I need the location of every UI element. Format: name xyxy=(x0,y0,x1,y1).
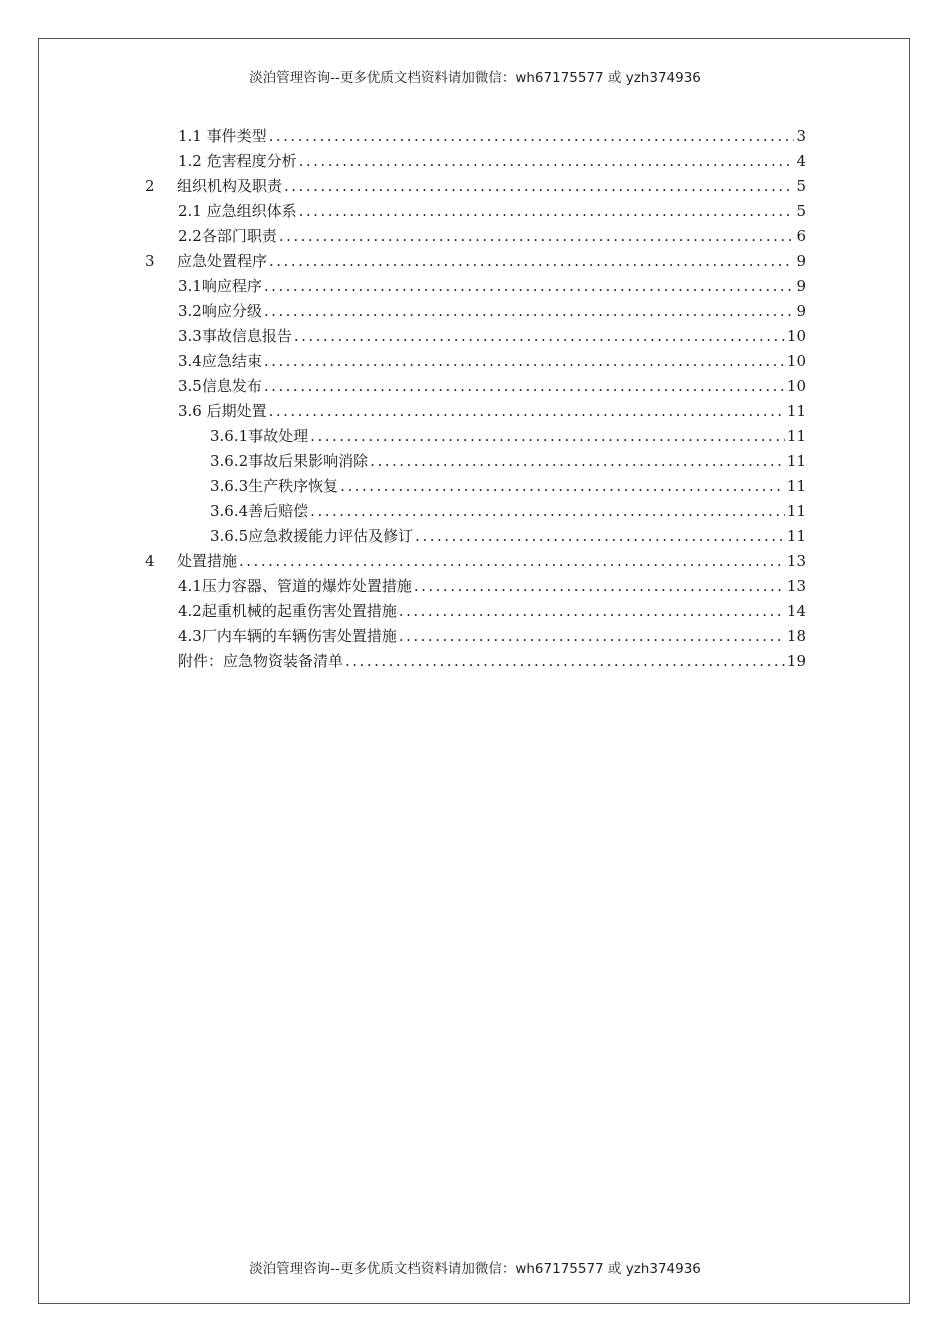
page-footer: 淡泊管理咨询--更多优质文档资料请加微信：wh67175577 或 yzh374936 xyxy=(249,1261,701,1277)
toc-entry-page: 6 xyxy=(796,227,806,245)
toc-dot-leader xyxy=(269,249,794,274)
toc-entry-title: 3.6.2事故后果影响消除 xyxy=(210,452,369,470)
toc-entry-page: 10 xyxy=(786,377,806,395)
toc-entry-number: 2 xyxy=(145,177,155,195)
toc-entry-title: 2.2各部门职责 xyxy=(178,227,277,245)
toc-dot-leader xyxy=(299,149,795,174)
toc-entry-title: 3.2响应分级 xyxy=(178,302,262,320)
toc-entry-page: 11 xyxy=(786,502,806,520)
toc-entry[interactable] xyxy=(210,449,806,474)
toc-entry-page: 10 xyxy=(786,327,806,345)
toc-entry-page: 9 xyxy=(796,302,806,320)
toc-entry[interactable] xyxy=(178,374,806,399)
toc-dot-leader xyxy=(269,399,785,424)
toc-entry-title: 应急处置程序 xyxy=(177,252,268,270)
toc-entry-title: 附件：应急物资装备清单 xyxy=(178,652,344,670)
toc-entry[interactable] xyxy=(178,199,806,224)
toc-entry-number: 4 xyxy=(145,552,155,570)
toc-entry-page: 11 xyxy=(786,402,806,420)
toc-entry[interactable] xyxy=(178,649,806,674)
toc-entry[interactable] xyxy=(145,249,806,274)
toc-entry-page: 13 xyxy=(786,577,806,595)
toc-entry-page: 11 xyxy=(786,527,806,545)
toc-entry-title: 4.2起重机械的起重伤害处置措施 xyxy=(178,602,397,620)
toc-entry-page: 19 xyxy=(786,652,806,670)
toc-entry-page: 14 xyxy=(786,602,806,620)
toc-entry-page: 5 xyxy=(796,177,806,195)
toc-entry-title: 处置措施 xyxy=(177,552,238,570)
toc-entry-title: 4.3厂内车辆的车辆伤害处置措施 xyxy=(178,627,397,645)
toc-entry[interactable] xyxy=(178,399,806,424)
toc-dot-leader xyxy=(264,374,785,399)
toc-entry-title: 3.5信息发布 xyxy=(178,377,262,395)
toc-dot-leader xyxy=(269,124,795,149)
toc-entry-page: 11 xyxy=(786,452,806,470)
toc-entry[interactable] xyxy=(145,549,806,574)
toc-dot-leader xyxy=(340,474,785,499)
toc-entry[interactable] xyxy=(178,299,806,324)
toc-dot-leader xyxy=(239,549,785,574)
toc-entry-page: 5 xyxy=(796,202,806,220)
toc-entry-title: 组织机构及职责 xyxy=(177,177,283,195)
toc-entry-page: 10 xyxy=(786,352,806,370)
toc-entry-number: 3 xyxy=(145,252,155,270)
toc-entry-title: 3.6.5应急救援能力评估及修订 xyxy=(210,527,414,545)
toc-entry[interactable] xyxy=(178,599,806,624)
toc-entry-title: 3.1响应程序 xyxy=(178,277,262,295)
toc-entry-page: 9 xyxy=(796,277,806,295)
toc-entry-title: 3.6.4善后赔偿 xyxy=(210,502,309,520)
toc-dot-leader xyxy=(345,649,785,674)
toc-entry[interactable] xyxy=(178,149,806,174)
toc-entry-title: 3.6.1事故处理 xyxy=(210,427,309,445)
toc-dot-leader xyxy=(370,449,785,474)
toc-dot-leader xyxy=(264,299,795,324)
toc-entry-title: 3.4应急结束 xyxy=(178,352,262,370)
toc-dot-leader xyxy=(310,424,785,449)
toc-dot-leader xyxy=(399,624,785,649)
toc-entry[interactable] xyxy=(210,499,806,524)
toc-entry-title: 3.3事故信息报告 xyxy=(178,327,292,345)
toc-entry[interactable] xyxy=(210,424,806,449)
toc-entry-page: 11 xyxy=(786,477,806,495)
toc-entry-page: 13 xyxy=(786,552,806,570)
toc-entry[interactable] xyxy=(178,349,806,374)
toc-entry[interactable] xyxy=(178,224,806,249)
toc-entry-title: 2.1 应急组织体系 xyxy=(178,202,297,220)
toc-entry-title: 3.6 后期处置 xyxy=(178,402,267,420)
toc-dot-leader xyxy=(310,499,785,524)
toc-entry-page: 4 xyxy=(796,152,806,170)
toc-entry[interactable] xyxy=(178,324,806,349)
toc-dot-leader xyxy=(414,574,785,599)
toc-entry-page: 9 xyxy=(796,252,806,270)
toc-entry-page: 11 xyxy=(786,427,806,445)
toc-entry-title: 1.2 危害程度分析 xyxy=(178,152,297,170)
toc-entry[interactable] xyxy=(145,174,806,199)
toc-entry[interactable] xyxy=(178,624,806,649)
toc-entry[interactable] xyxy=(178,124,806,149)
toc-entry-title: 3.6.3生产秩序恢复 xyxy=(210,477,339,495)
toc-dot-leader xyxy=(264,274,795,299)
toc-dot-leader xyxy=(284,174,794,199)
toc-entry[interactable] xyxy=(210,524,806,549)
toc-dot-leader xyxy=(279,224,795,249)
toc-entry[interactable] xyxy=(210,474,806,499)
toc-dot-leader xyxy=(399,599,785,624)
toc-entry-title: 4.1压力容器、管道的爆炸处置措施 xyxy=(178,577,412,595)
toc-entry-page: 3 xyxy=(796,127,806,145)
toc-entry-title: 1.1 事件类型 xyxy=(178,127,267,145)
toc-dot-leader xyxy=(299,199,795,224)
page-header: 淡泊管理咨询--更多优质文档资料请加微信：wh67175577 或 yzh374936 xyxy=(249,70,701,86)
toc-entry[interactable] xyxy=(178,574,806,599)
toc-dot-leader xyxy=(415,524,785,549)
toc-dot-leader xyxy=(294,324,785,349)
toc-entry-page: 18 xyxy=(786,627,806,645)
toc-dot-leader xyxy=(264,349,785,374)
toc-entry[interactable] xyxy=(178,274,806,299)
